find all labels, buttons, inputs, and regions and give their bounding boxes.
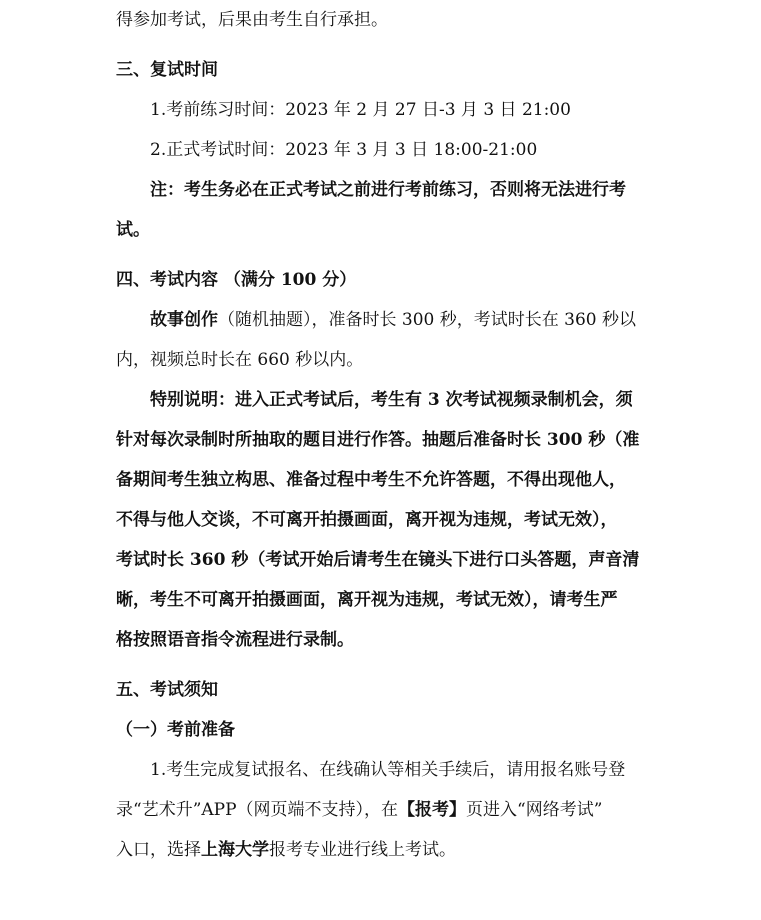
section-heading-5	[116, 679, 218, 701]
line-text: 格按照语音指令流程进行录制。	[116, 630, 354, 650]
paragraph-line	[116, 839, 456, 861]
line-text: （随机抽题），准备时长 300 秒，考试时长在 360 秒以	[218, 310, 637, 330]
line-text: 入口，选择	[116, 840, 201, 860]
paragraph-line	[150, 309, 636, 331]
special-note-line	[116, 589, 618, 611]
special-note-line	[116, 509, 618, 531]
line-text: 得参加考试，后果由考生自行承担。	[116, 10, 388, 30]
line-text: 1.考生完成复试报名、在线确认等相关手续后，请用报名账号登	[150, 760, 626, 780]
special-note-line	[116, 429, 639, 451]
heading-text: 三、复试时间	[116, 60, 218, 80]
section-heading-3	[116, 59, 218, 81]
special-note-line	[116, 469, 626, 491]
line-text: 页进入“网络考试”	[466, 800, 603, 820]
list-item-2	[150, 139, 537, 161]
paragraph-line	[116, 349, 363, 371]
line-text: 报考专业进行线上考试。	[269, 840, 456, 860]
section-heading-4	[116, 269, 356, 291]
university-name: 上海大学	[201, 840, 269, 860]
line-text: 考试时长 360 秒（考试开始后请考生在镜头下进行口头答题，声音清	[116, 550, 640, 570]
line-text: 录“艺术升”APP（网页端不支持），在	[116, 800, 399, 820]
paragraph-line	[116, 799, 602, 821]
line-text: 备期间考生独立构思、准备过程中考生不允许答题，不得出现他人，	[116, 470, 626, 490]
line-text: 注：考生务必在正式考试之前进行考前练习，否则将无法进行考	[150, 180, 626, 200]
bold-term: 故事创作	[150, 310, 218, 330]
line-text: 晰，考生不可离开拍摄画面，离开视为违规，考试无效），请考生严	[116, 590, 618, 610]
line-text: 内，视频总时长在 660 秒以内。	[116, 350, 364, 370]
line-text: 2.正式考试时间：2023 年 3 月 3 日 18:00-21:00	[150, 140, 538, 160]
special-note-line	[116, 549, 639, 571]
note-line-end	[116, 219, 150, 241]
line-text: 1.考前练习时间：2023 年 2 月 27 日-3 月 3 日 21:00	[150, 100, 571, 120]
heading-text: 四、考试内容 （满分 100 分）	[116, 270, 357, 290]
special-note-line	[150, 389, 633, 411]
line-text: 特别说明：进入正式考试后，考生有 3 次考试视频录制机会，须	[150, 390, 633, 410]
paragraph-line	[116, 9, 388, 31]
subsection-heading	[116, 719, 235, 741]
note-line	[150, 179, 626, 201]
heading-text: 五、考试须知	[116, 680, 218, 700]
line-text: 针对每次录制时所抽取的题目进行作答。抽题后准备时长 300 秒（准	[116, 430, 640, 450]
special-note-line	[116, 629, 354, 651]
line-text: 不得与他人交谈，不可离开拍摄画面，离开视为违规，考试无效），	[116, 510, 618, 530]
line-text: 试。	[116, 220, 150, 240]
bold-term: 【报考】	[398, 800, 467, 820]
heading-text: （一）考前准备	[116, 720, 235, 740]
paragraph-line	[150, 759, 625, 781]
list-item-1	[150, 99, 571, 121]
